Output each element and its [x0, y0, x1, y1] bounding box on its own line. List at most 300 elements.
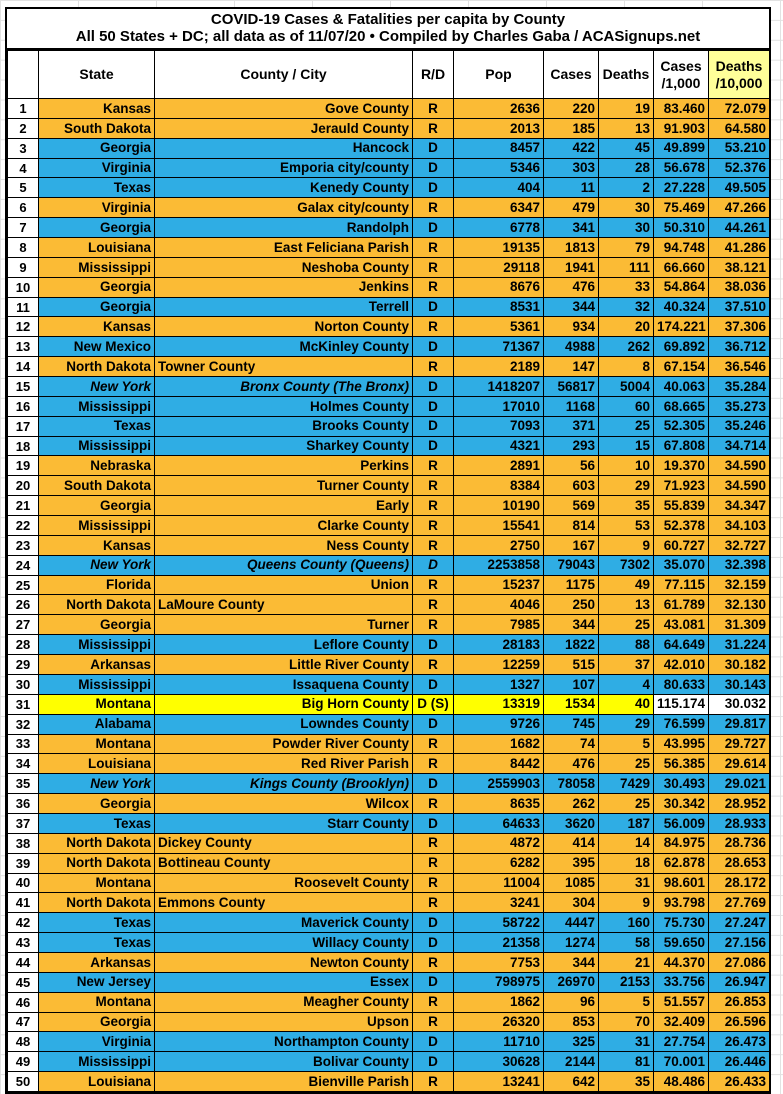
cell-county[interactable]: Brooks County — [155, 416, 413, 436]
cell-party[interactable]: R — [413, 655, 454, 675]
cell-state[interactable]: Mississippi — [39, 635, 155, 655]
cell-state[interactable]: Kansas — [39, 99, 155, 119]
cell-state[interactable]: Virginia — [39, 1032, 155, 1052]
cell-cases-per-1000[interactable]: 80.633 — [654, 674, 709, 694]
cell-rank[interactable]: 42 — [8, 913, 39, 933]
cell-cases-per-1000[interactable]: 59.650 — [654, 933, 709, 953]
cell-county[interactable]: Northampton County — [155, 1032, 413, 1052]
cell-deaths-per-10000[interactable]: 27.086 — [709, 952, 770, 972]
cell-deaths[interactable]: 25 — [599, 754, 654, 774]
cell-county[interactable]: Upson — [155, 1012, 413, 1032]
cell-party[interactable]: R — [413, 992, 454, 1012]
cell-county[interactable]: Roosevelt County — [155, 873, 413, 893]
col-header-deaths[interactable]: Deaths — [599, 51, 654, 99]
cell-cases[interactable]: 107 — [544, 674, 599, 694]
cell-cases-per-1000[interactable]: 98.601 — [654, 873, 709, 893]
cell-population[interactable]: 1418207 — [454, 377, 544, 397]
cell-deaths[interactable]: 31 — [599, 1032, 654, 1052]
cell-cases-per-1000[interactable]: 55.839 — [654, 496, 709, 516]
cell-county[interactable]: Leflore County — [155, 635, 413, 655]
cell-cases-per-1000[interactable]: 93.798 — [654, 893, 709, 913]
cell-population[interactable]: 6778 — [454, 218, 544, 238]
cell-cases[interactable]: 515 — [544, 655, 599, 675]
cell-state[interactable]: Mississippi — [39, 1052, 155, 1072]
cell-state[interactable]: Arkansas — [39, 655, 155, 675]
cell-deaths[interactable]: 32 — [599, 297, 654, 317]
cell-cases-per-1000[interactable]: 54.864 — [654, 277, 709, 297]
cell-population[interactable]: 798975 — [454, 972, 544, 992]
cell-cases[interactable]: 853 — [544, 1012, 599, 1032]
cell-rank[interactable]: 10 — [8, 277, 39, 297]
cell-cases[interactable]: 11 — [544, 178, 599, 198]
cell-population[interactable]: 1327 — [454, 674, 544, 694]
cell-deaths-per-10000[interactable]: 36.712 — [709, 337, 770, 357]
cell-rank[interactable]: 18 — [8, 436, 39, 456]
cell-state[interactable]: Louisiana — [39, 754, 155, 774]
cell-deaths[interactable]: 21 — [599, 952, 654, 972]
cell-deaths[interactable]: 7302 — [599, 555, 654, 575]
cell-deaths-per-10000[interactable]: 72.079 — [709, 99, 770, 119]
cell-population[interactable]: 6347 — [454, 198, 544, 218]
cell-deaths-per-10000[interactable]: 52.376 — [709, 158, 770, 178]
cell-population[interactable]: 15237 — [454, 575, 544, 595]
cell-deaths[interactable]: 13 — [599, 595, 654, 615]
cell-state[interactable]: Virginia — [39, 158, 155, 178]
cell-population[interactable]: 19135 — [454, 238, 544, 258]
cell-population[interactable]: 8676 — [454, 277, 544, 297]
cell-cases[interactable]: 304 — [544, 893, 599, 913]
cell-county[interactable]: Essex — [155, 972, 413, 992]
cell-rank[interactable]: 28 — [8, 635, 39, 655]
cell-deaths[interactable]: 111 — [599, 257, 654, 277]
cell-deaths-per-10000[interactable]: 49.505 — [709, 178, 770, 198]
cell-deaths-per-10000[interactable]: 29.817 — [709, 714, 770, 734]
cell-state[interactable]: North Dakota — [39, 595, 155, 615]
cell-county[interactable]: Hancock — [155, 138, 413, 158]
cell-cases-per-1000[interactable]: 19.370 — [654, 456, 709, 476]
cell-county[interactable]: LaMoure County — [155, 595, 413, 615]
cell-cases-per-1000[interactable]: 174.221 — [654, 317, 709, 337]
cell-population[interactable]: 7985 — [454, 615, 544, 635]
cell-deaths-per-10000[interactable]: 44.261 — [709, 218, 770, 238]
cell-deaths-per-10000[interactable]: 34.590 — [709, 456, 770, 476]
cell-rank[interactable]: 9 — [8, 257, 39, 277]
cell-cases-per-1000[interactable]: 71.923 — [654, 476, 709, 496]
cell-county[interactable]: Kings County (Brooklyn) — [155, 774, 413, 794]
cell-party[interactable]: D — [413, 416, 454, 436]
cell-deaths-per-10000[interactable]: 34.590 — [709, 476, 770, 496]
cell-rank[interactable]: 25 — [8, 575, 39, 595]
cell-party[interactable]: R — [413, 238, 454, 258]
cell-cases[interactable]: 185 — [544, 118, 599, 138]
cell-population[interactable]: 11004 — [454, 873, 544, 893]
cell-state[interactable]: New Mexico — [39, 337, 155, 357]
cell-state[interactable]: Georgia — [39, 1012, 155, 1032]
cell-cases[interactable]: 476 — [544, 754, 599, 774]
cell-deaths-per-10000[interactable]: 36.546 — [709, 357, 770, 377]
cell-state[interactable]: North Dakota — [39, 893, 155, 913]
cell-rank[interactable]: 13 — [8, 337, 39, 357]
cell-population[interactable]: 71367 — [454, 337, 544, 357]
cell-cases-per-1000[interactable]: 84.975 — [654, 833, 709, 853]
cell-cases[interactable]: 2144 — [544, 1052, 599, 1072]
cell-party[interactable]: D — [413, 297, 454, 317]
cell-state[interactable]: North Dakota — [39, 357, 155, 377]
cell-cases[interactable]: 934 — [544, 317, 599, 337]
cell-party[interactable]: R — [413, 357, 454, 377]
cell-deaths-per-10000[interactable]: 30.032 — [709, 694, 770, 714]
cell-rank[interactable]: 48 — [8, 1032, 39, 1052]
cell-party[interactable]: D — [413, 674, 454, 694]
cell-party[interactable]: R — [413, 952, 454, 972]
cell-cases[interactable]: 341 — [544, 218, 599, 238]
cell-cases-per-1000[interactable]: 70.001 — [654, 1052, 709, 1072]
cell-cases[interactable]: 395 — [544, 853, 599, 873]
cell-deaths[interactable]: 30 — [599, 198, 654, 218]
cell-state[interactable]: Georgia — [39, 297, 155, 317]
cell-county[interactable]: Turner County — [155, 476, 413, 496]
cell-state[interactable]: South Dakota — [39, 118, 155, 138]
cell-county[interactable]: Holmes County — [155, 396, 413, 416]
cell-population[interactable]: 5346 — [454, 158, 544, 178]
cell-deaths-per-10000[interactable]: 32.727 — [709, 535, 770, 555]
cell-deaths[interactable]: 2 — [599, 178, 654, 198]
cell-state[interactable]: New York — [39, 774, 155, 794]
cell-deaths[interactable]: 13 — [599, 118, 654, 138]
cell-county[interactable]: Willacy County — [155, 933, 413, 953]
cell-county[interactable]: Queens County (Queens) — [155, 555, 413, 575]
cell-population[interactable]: 4872 — [454, 833, 544, 853]
cell-party[interactable]: R — [413, 893, 454, 913]
col-header-pop[interactable]: Pop — [454, 51, 544, 99]
cell-county[interactable]: Turner — [155, 615, 413, 635]
cell-cases[interactable]: 1822 — [544, 635, 599, 655]
cell-county[interactable]: Kenedy County — [155, 178, 413, 198]
cell-cases-per-1000[interactable]: 67.154 — [654, 357, 709, 377]
cell-cases-per-1000[interactable]: 56.678 — [654, 158, 709, 178]
cell-state[interactable]: Nebraska — [39, 456, 155, 476]
cell-deaths-per-10000[interactable]: 27.156 — [709, 933, 770, 953]
cell-state[interactable]: Georgia — [39, 615, 155, 635]
col-header-rd[interactable]: R/D — [413, 51, 454, 99]
cell-party[interactable]: D — [413, 337, 454, 357]
cell-deaths-per-10000[interactable]: 31.224 — [709, 635, 770, 655]
cell-deaths[interactable]: 5004 — [599, 377, 654, 397]
cell-cases[interactable]: 56 — [544, 456, 599, 476]
cell-county[interactable]: Jenkins — [155, 277, 413, 297]
cell-deaths-per-10000[interactable]: 28.736 — [709, 833, 770, 853]
cell-cases[interactable]: 1168 — [544, 396, 599, 416]
cell-deaths[interactable]: 29 — [599, 714, 654, 734]
cell-population[interactable]: 12259 — [454, 655, 544, 675]
cell-cases[interactable]: 1813 — [544, 238, 599, 258]
cell-county[interactable]: Dickey County — [155, 833, 413, 853]
cell-party[interactable]: D — [413, 714, 454, 734]
cell-party[interactable]: R — [413, 317, 454, 337]
cell-deaths[interactable]: 58 — [599, 933, 654, 953]
col-header-state[interactable]: State — [39, 51, 155, 99]
cell-population[interactable]: 3241 — [454, 893, 544, 913]
cell-cases-per-1000[interactable]: 68.665 — [654, 396, 709, 416]
cell-state[interactable]: Texas — [39, 913, 155, 933]
cell-cases-per-1000[interactable]: 61.789 — [654, 595, 709, 615]
cell-cases[interactable]: 56817 — [544, 377, 599, 397]
cell-rank[interactable]: 22 — [8, 516, 39, 536]
cell-rank[interactable]: 39 — [8, 853, 39, 873]
cell-population[interactable]: 29118 — [454, 257, 544, 277]
cell-rank[interactable]: 5 — [8, 178, 39, 198]
cell-cases-per-1000[interactable]: 76.599 — [654, 714, 709, 734]
cell-county[interactable]: Clarke County — [155, 516, 413, 536]
cell-deaths[interactable]: 88 — [599, 635, 654, 655]
cell-cases[interactable]: 1085 — [544, 873, 599, 893]
cell-deaths-per-10000[interactable]: 38.036 — [709, 277, 770, 297]
cell-deaths-per-10000[interactable]: 29.614 — [709, 754, 770, 774]
cell-deaths[interactable]: 49 — [599, 575, 654, 595]
cell-cases-per-1000[interactable]: 43.995 — [654, 734, 709, 754]
cell-party[interactable]: D — [413, 813, 454, 833]
cell-rank[interactable]: 37 — [8, 813, 39, 833]
cell-rank[interactable]: 21 — [8, 496, 39, 516]
cell-cases[interactable]: 293 — [544, 436, 599, 456]
cell-state[interactable]: Kansas — [39, 535, 155, 555]
cell-deaths[interactable]: 31 — [599, 873, 654, 893]
cell-deaths-per-10000[interactable]: 47.266 — [709, 198, 770, 218]
cell-rank[interactable]: 45 — [8, 972, 39, 992]
cell-cases-per-1000[interactable]: 91.903 — [654, 118, 709, 138]
cell-rank[interactable]: 24 — [8, 555, 39, 575]
cell-deaths-per-10000[interactable]: 53.210 — [709, 138, 770, 158]
cell-party[interactable]: R — [413, 794, 454, 814]
cell-party[interactable]: R — [413, 118, 454, 138]
cell-county[interactable]: Bronx County (The Bronx) — [155, 377, 413, 397]
cell-deaths-per-10000[interactable]: 30.143 — [709, 674, 770, 694]
cell-cases-per-1000[interactable]: 51.557 — [654, 992, 709, 1012]
cell-cases[interactable]: 4447 — [544, 913, 599, 933]
cell-deaths-per-10000[interactable]: 29.727 — [709, 734, 770, 754]
cell-deaths[interactable]: 5 — [599, 992, 654, 1012]
cell-deaths-per-10000[interactable]: 32.130 — [709, 595, 770, 615]
cell-state[interactable]: Georgia — [39, 277, 155, 297]
cell-party[interactable]: D — [413, 218, 454, 238]
cell-deaths-per-10000[interactable]: 64.580 — [709, 118, 770, 138]
cell-deaths-per-10000[interactable]: 28.952 — [709, 794, 770, 814]
cell-party[interactable]: D — [413, 178, 454, 198]
cell-rank[interactable]: 31 — [8, 694, 39, 714]
cell-rank[interactable]: 44 — [8, 952, 39, 972]
cell-cases-per-1000[interactable]: 69.892 — [654, 337, 709, 357]
cell-cases[interactable]: 3620 — [544, 813, 599, 833]
cell-party[interactable]: D — [413, 635, 454, 655]
cell-cases[interactable]: 476 — [544, 277, 599, 297]
cell-county[interactable]: Neshoba County — [155, 257, 413, 277]
cell-party[interactable]: D — [413, 774, 454, 794]
cell-cases-per-1000[interactable]: 94.748 — [654, 238, 709, 258]
cell-deaths[interactable]: 79 — [599, 238, 654, 258]
cell-population[interactable]: 8531 — [454, 297, 544, 317]
cell-cases[interactable]: 414 — [544, 833, 599, 853]
cell-deaths[interactable]: 262 — [599, 337, 654, 357]
cell-state[interactable]: Kansas — [39, 317, 155, 337]
cell-cases-per-1000[interactable]: 83.460 — [654, 99, 709, 119]
cell-cases-per-1000[interactable]: 40.324 — [654, 297, 709, 317]
cell-deaths[interactable]: 25 — [599, 615, 654, 635]
col-header-cases-per-1000[interactable]: Cases /1,000 — [654, 51, 709, 99]
cell-cases[interactable]: 344 — [544, 615, 599, 635]
cell-county[interactable]: Powder River County — [155, 734, 413, 754]
cell-rank[interactable]: 38 — [8, 833, 39, 853]
cell-rank[interactable]: 49 — [8, 1052, 39, 1072]
cell-county[interactable]: Norton County — [155, 317, 413, 337]
cell-county[interactable]: Wilcox — [155, 794, 413, 814]
cell-deaths-per-10000[interactable]: 37.306 — [709, 317, 770, 337]
cell-rank[interactable]: 27 — [8, 615, 39, 635]
cell-state[interactable]: Montana — [39, 992, 155, 1012]
cell-population[interactable]: 8457 — [454, 138, 544, 158]
cell-county[interactable]: Bottineau County — [155, 853, 413, 873]
cell-rank[interactable]: 50 — [8, 1072, 39, 1092]
cell-deaths[interactable]: 37 — [599, 655, 654, 675]
cell-rank[interactable]: 20 — [8, 476, 39, 496]
cell-population[interactable]: 2253858 — [454, 555, 544, 575]
cell-cases[interactable]: 371 — [544, 416, 599, 436]
cell-rank[interactable]: 4 — [8, 158, 39, 178]
col-header-deaths-per-10000[interactable]: Deaths /10,000 — [709, 51, 770, 99]
cell-cases-per-1000[interactable]: 30.342 — [654, 794, 709, 814]
cell-population[interactable]: 2891 — [454, 456, 544, 476]
cell-party[interactable]: D — [413, 1032, 454, 1052]
cell-state[interactable]: Montana — [39, 734, 155, 754]
cell-population[interactable]: 64633 — [454, 813, 544, 833]
cell-cases-per-1000[interactable]: 67.808 — [654, 436, 709, 456]
cell-cases[interactable]: 642 — [544, 1072, 599, 1092]
col-header-county[interactable]: County / City — [155, 51, 413, 99]
cell-state[interactable]: Georgia — [39, 138, 155, 158]
cell-population[interactable]: 7753 — [454, 952, 544, 972]
cell-deaths-per-10000[interactable]: 32.398 — [709, 555, 770, 575]
cell-deaths[interactable]: 9 — [599, 893, 654, 913]
cell-deaths[interactable]: 9 — [599, 535, 654, 555]
cell-state[interactable]: Texas — [39, 933, 155, 953]
cell-party[interactable]: R — [413, 575, 454, 595]
cell-deaths[interactable]: 28 — [599, 158, 654, 178]
cell-deaths-per-10000[interactable]: 27.769 — [709, 893, 770, 913]
cell-deaths[interactable]: 81 — [599, 1052, 654, 1072]
cell-cases-per-1000[interactable]: 50.310 — [654, 218, 709, 238]
cell-rank[interactable]: 43 — [8, 933, 39, 953]
cell-deaths-per-10000[interactable]: 37.510 — [709, 297, 770, 317]
cell-deaths[interactable]: 70 — [599, 1012, 654, 1032]
cell-state[interactable]: North Dakota — [39, 833, 155, 853]
cell-state[interactable]: Louisiana — [39, 1072, 155, 1092]
cell-county[interactable]: Bolivar County — [155, 1052, 413, 1072]
cell-cases[interactable]: 603 — [544, 476, 599, 496]
cell-cases[interactable]: 479 — [544, 198, 599, 218]
cell-population[interactable]: 2189 — [454, 357, 544, 377]
cell-rank[interactable]: 6 — [8, 198, 39, 218]
cell-county[interactable]: Randolph — [155, 218, 413, 238]
cell-party[interactable]: D — [413, 1052, 454, 1072]
cell-cases-per-1000[interactable]: 27.754 — [654, 1032, 709, 1052]
cell-county[interactable]: Meagher County — [155, 992, 413, 1012]
cell-county[interactable]: Ness County — [155, 535, 413, 555]
cell-party[interactable]: D — [413, 933, 454, 953]
cell-population[interactable]: 28183 — [454, 635, 544, 655]
cell-party[interactable]: D — [413, 158, 454, 178]
cell-cases[interactable]: 78058 — [544, 774, 599, 794]
cell-cases[interactable]: 569 — [544, 496, 599, 516]
cell-cases[interactable]: 96 — [544, 992, 599, 1012]
cell-deaths-per-10000[interactable]: 28.933 — [709, 813, 770, 833]
cell-county[interactable]: Galax city/county — [155, 198, 413, 218]
cell-rank[interactable]: 47 — [8, 1012, 39, 1032]
cell-deaths-per-10000[interactable]: 35.284 — [709, 377, 770, 397]
cell-state[interactable]: New York — [39, 377, 155, 397]
cell-county[interactable]: Big Horn County — [155, 694, 413, 714]
cell-cases-per-1000[interactable]: 35.070 — [654, 555, 709, 575]
cell-cases[interactable]: 167 — [544, 535, 599, 555]
cell-state[interactable]: Georgia — [39, 496, 155, 516]
cell-cases-per-1000[interactable]: 56.009 — [654, 813, 709, 833]
cell-party[interactable]: D — [413, 913, 454, 933]
cell-county[interactable]: Newton County — [155, 952, 413, 972]
cell-population[interactable]: 30628 — [454, 1052, 544, 1072]
cell-deaths-per-10000[interactable]: 35.246 — [709, 416, 770, 436]
cell-deaths-per-10000[interactable]: 26.446 — [709, 1052, 770, 1072]
cell-rank[interactable]: 29 — [8, 655, 39, 675]
cell-rank[interactable]: 26 — [8, 595, 39, 615]
cell-rank[interactable]: 19 — [8, 456, 39, 476]
cell-party[interactable]: D — [413, 436, 454, 456]
cell-state[interactable]: Montana — [39, 873, 155, 893]
cell-party[interactable]: R — [413, 595, 454, 615]
cell-deaths-per-10000[interactable]: 28.172 — [709, 873, 770, 893]
cell-deaths-per-10000[interactable]: 26.947 — [709, 972, 770, 992]
cell-county[interactable]: East Feliciana Parish — [155, 238, 413, 258]
cell-cases[interactable]: 262 — [544, 794, 599, 814]
cell-deaths[interactable]: 53 — [599, 516, 654, 536]
cell-cases[interactable]: 745 — [544, 714, 599, 734]
cell-rank[interactable]: 3 — [8, 138, 39, 158]
cell-deaths[interactable]: 160 — [599, 913, 654, 933]
cell-population[interactable]: 21358 — [454, 933, 544, 953]
cell-deaths[interactable]: 8 — [599, 357, 654, 377]
cell-cases[interactable]: 74 — [544, 734, 599, 754]
cell-party[interactable]: R — [413, 615, 454, 635]
cell-cases-per-1000[interactable]: 48.486 — [654, 1072, 709, 1092]
cell-population[interactable]: 2013 — [454, 118, 544, 138]
cell-cases-per-1000[interactable]: 56.385 — [654, 754, 709, 774]
cell-county[interactable]: Gove County — [155, 99, 413, 119]
cell-rank[interactable]: 23 — [8, 535, 39, 555]
cell-state[interactable]: Mississippi — [39, 674, 155, 694]
cell-rank[interactable]: 7 — [8, 218, 39, 238]
cell-deaths-per-10000[interactable]: 26.596 — [709, 1012, 770, 1032]
cell-deaths[interactable]: 35 — [599, 496, 654, 516]
cell-population[interactable]: 26320 — [454, 1012, 544, 1032]
cell-cases[interactable]: 303 — [544, 158, 599, 178]
cell-deaths[interactable]: 29 — [599, 476, 654, 496]
cell-cases-per-1000[interactable]: 43.081 — [654, 615, 709, 635]
cell-party[interactable]: D — [413, 377, 454, 397]
cell-cases[interactable]: 147 — [544, 357, 599, 377]
cell-county[interactable]: McKinley County — [155, 337, 413, 357]
cell-population[interactable]: 6282 — [454, 853, 544, 873]
cell-population[interactable]: 404 — [454, 178, 544, 198]
cell-state[interactable]: Virginia — [39, 198, 155, 218]
cell-cases-per-1000[interactable]: 115.174 — [654, 694, 709, 714]
cell-rank[interactable]: 41 — [8, 893, 39, 913]
